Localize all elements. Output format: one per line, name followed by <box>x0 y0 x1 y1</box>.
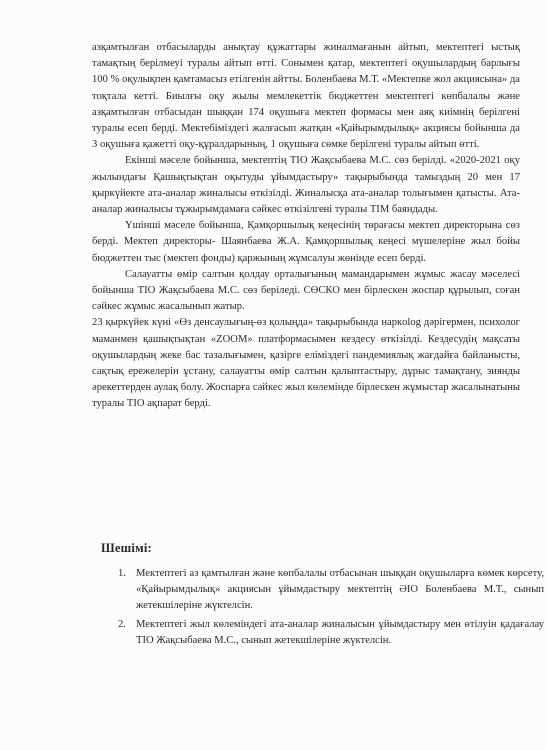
decision-heading: Шешімі: <box>101 541 152 555</box>
paragraph-3: Үшінші мәселе бойынша, Қамқоршылық кеңесінің төрағасы мектеп директорына сөз берді. Мектеп директоры- Шаянбаева Ж.А. Қамқоршылық кеңесі мүшелеріне жыл бойы бюджеттен тыс (мектеп фонды) қаржының жұмсалуы жөнінде есеп берді. <box>92 220 520 264</box>
document-body <box>92 40 520 413</box>
decision-text: Мектептегі жыл көлеміндегі ата-аналар жиналысын ұйымдастыру мен өтілуін қадағалау ТІО Жақсыбаева М.С., сынып жетекшілеріне жүктелсін. <box>136 619 544 646</box>
decision-list <box>118 566 544 652</box>
paragraph-5: 23 қыркүйек күні «Өз денсаулығың-өз қолыңда» тақырыбында наркolog дәрігермен, психолог маманмен қашықтықтан «ZOOM» платформасымен кездесу өткізілді. Кездесудің мақсаты оқушылардың жеке бас тазалығымен, қазірге еліміздегі пандемиялық жағдайға байланысты, сақтық ережелерін ұстану, салауатты өмір салтын қалыптастыру, дұрыс тамақтану, зиянды әрекеттерден аулақ болу. Жоспарға сәйкес жыл көлемінде бірлескен жұмыстар жасалынатыны туралы ТІО ақпарат берді. <box>92 317 520 410</box>
decision-number: 2. <box>118 619 126 630</box>
paragraph-4: Салауатты өмір салтын қолдау орталығының мамандарымен жұмыс жасау мәселесі бойынша ТІО Жақсыбаева М.С. сөз беріледі. СӨСКО мен бірлескен жоспар құрылып, соған сәйкес жұмыс жасалынып жатыр. <box>92 268 520 313</box>
decision-item <box>118 566 544 614</box>
decision-item <box>118 617 544 649</box>
decision-text: Мектептегі аз қамтылған және көпбалалы отбасынан шыққан оқушыларға көмек көрсету, «Қайырымдылық» акциясын ұйымдастыру мектептің ӘІО Боленбаева М.Т., сынып жетекшілеріне жүктелсін. <box>136 568 544 611</box>
paragraph-1: азқамтылған отбасыларды анықтау құжаттары жиналмағанын айтып, мектептегі ыстық тамақтың берілмеуі туралы айтып өтті. Сонымен қатар, мектептегі оқушылардың барлығы 100 % оқулықпен қамтамасыз етілгенін айтты. Боленбаева М.Т. «Мектепке жол акциясына» да тоқтала кетті. Биылғы оқу жылы мемлекеттік бюджеттен мектептегі көпбалалы және азқамтылған отбасыдан шыққан 174 оқушыға мектеп формасы мен аяқ киімнің берілгені туралы есеп берді. Мектебіміздегі жалғасып жатқан «Қайырымдылық» акциясы бойынша да 3 оқушыға қажетті оқу-құралдарының, 1 оқушыға сөмке берілгені туралы айтып өтті. <box>92 42 520 151</box>
decision-number: 1. <box>118 568 126 579</box>
paragraph-2: Екінші мәселе бойынша, мектептің ТІО Жақсыбаева М.С. сөз берілді. «2020-2021 оқу жылындағы Қашықтықтан оқытуды ұйымдастыру» тақырыбында тамыздың 20 мен 17 қыркүйекте ата-аналар жиналысы өткізілді. Жиналысқа ата-аналар толығымен қатысты. Ата-аналар жиналысы тұжырымдамаға сәйкес өткізілгені туралы ТІМ баяндады. <box>92 155 520 216</box>
